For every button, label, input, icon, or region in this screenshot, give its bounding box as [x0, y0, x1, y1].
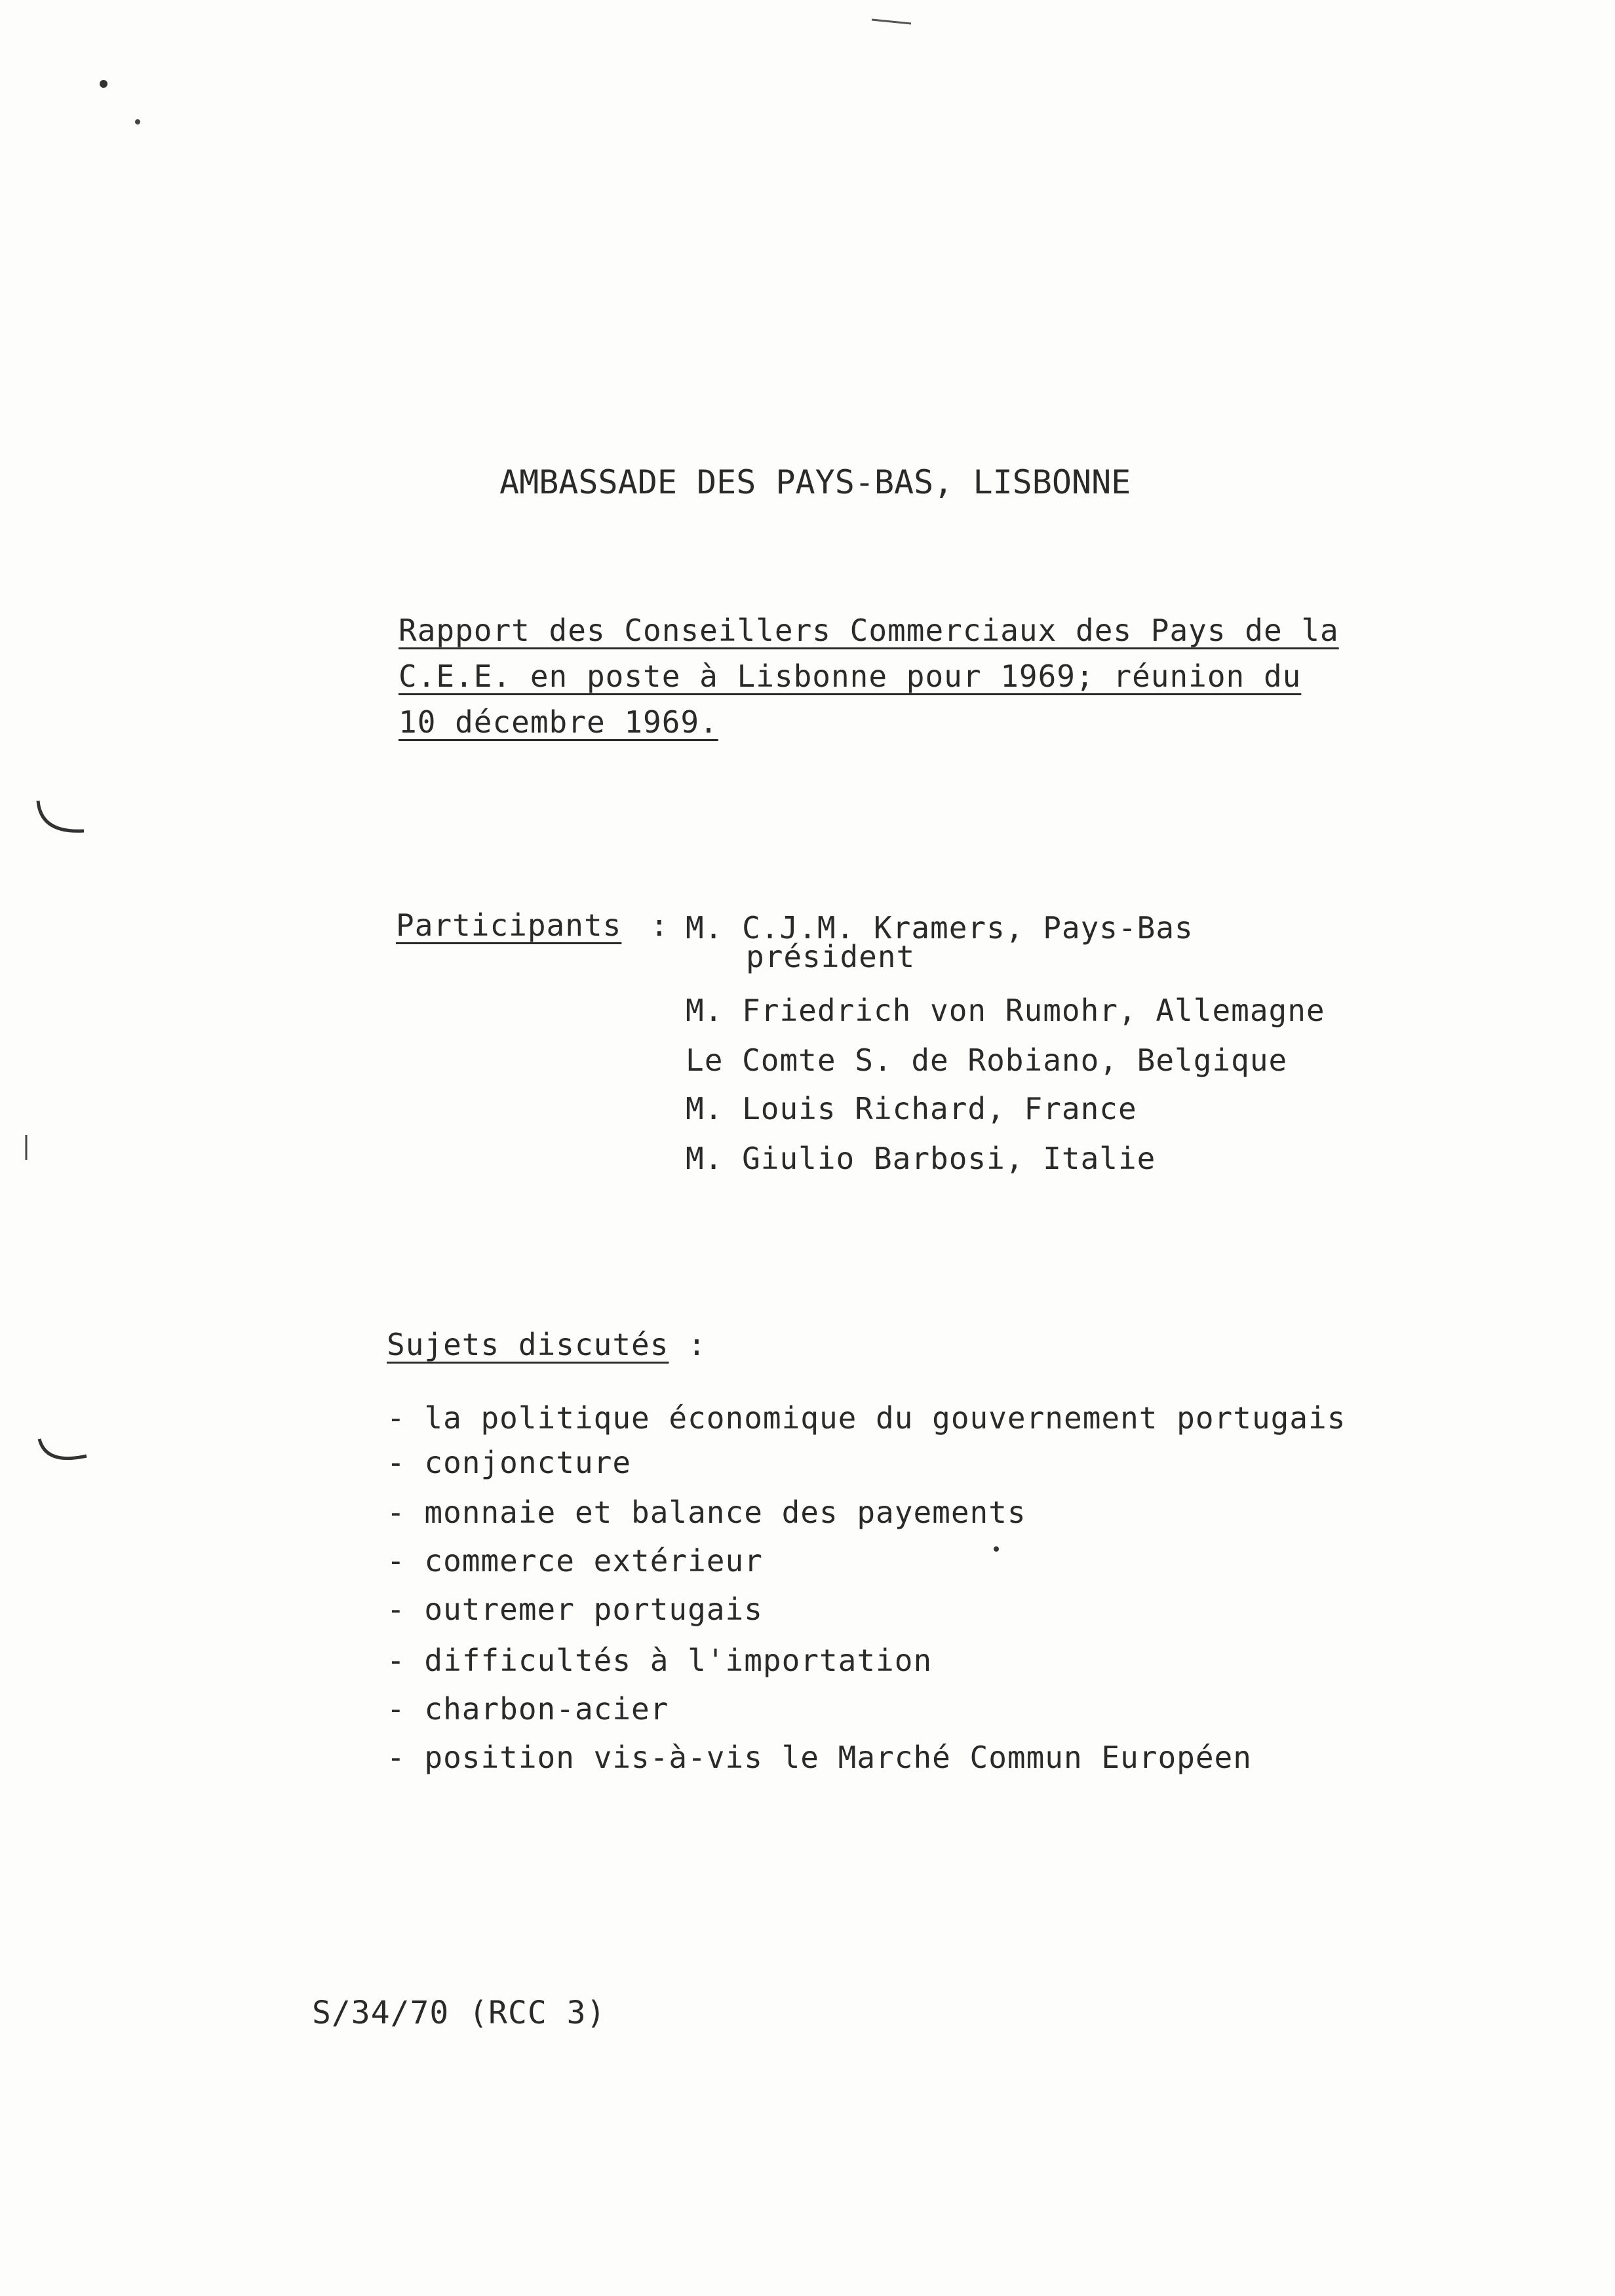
subject-item: - outremer portugais [387, 1592, 763, 1627]
report-title-line-2: C.E.E. en poste à Lisbonne pour 1969; réunion du [399, 659, 1302, 694]
subject-item: - commerce extérieur [387, 1543, 763, 1578]
participant-entry: M. Giulio Barbosi, Italie [686, 1141, 1156, 1176]
participant-entry: M. Friedrich von Rumohr, Allemagne [686, 993, 1325, 1028]
subject-item: - position vis-à-vis le Marché Commun Européen [387, 1740, 1252, 1775]
report-title-line-1: Rapport des Conseillers Commerciaux des Pays de la [399, 613, 1339, 648]
participant-role-note: président [746, 939, 916, 974]
scan-dash [872, 20, 911, 24]
subject-item: - la politique économique du gouvernement portugais [387, 1400, 1346, 1436]
subject-item: - charbon-acier [387, 1691, 669, 1727]
punch-hole-mark-bottom [39, 1439, 87, 1459]
report-title-line-3: 10 décembre 1969. [399, 704, 718, 740]
speck [994, 1546, 999, 1552]
participants-colon: : [650, 908, 669, 943]
page-heading: AMBASSADE DES PAYS-BAS, LISBONNE [499, 463, 1131, 501]
subject-item: - conjoncture [387, 1445, 632, 1480]
participants-label: Participants [396, 908, 622, 943]
punch-hole-mark-top [38, 801, 84, 831]
participant-entry: M. Louis Richard, France [686, 1091, 1137, 1126]
subjects-label: Sujets discutés [387, 1327, 669, 1362]
subject-item: - monnaie et balance des payements [387, 1495, 1026, 1530]
subject-item: - difficultés à l'importation [387, 1643, 933, 1678]
subjects-heading [387, 1326, 707, 1363]
participant-entry: Le Comte S. de Robiano, Belgique [686, 1043, 1288, 1078]
participant-entry: M. C.J.M. Kramers, Pays-Bas [686, 910, 1194, 946]
speck [100, 80, 107, 88]
subjects-colon: : [688, 1327, 707, 1362]
document-reference: S/34/70 (RCC 3) [312, 1995, 606, 2031]
speck [135, 119, 140, 124]
